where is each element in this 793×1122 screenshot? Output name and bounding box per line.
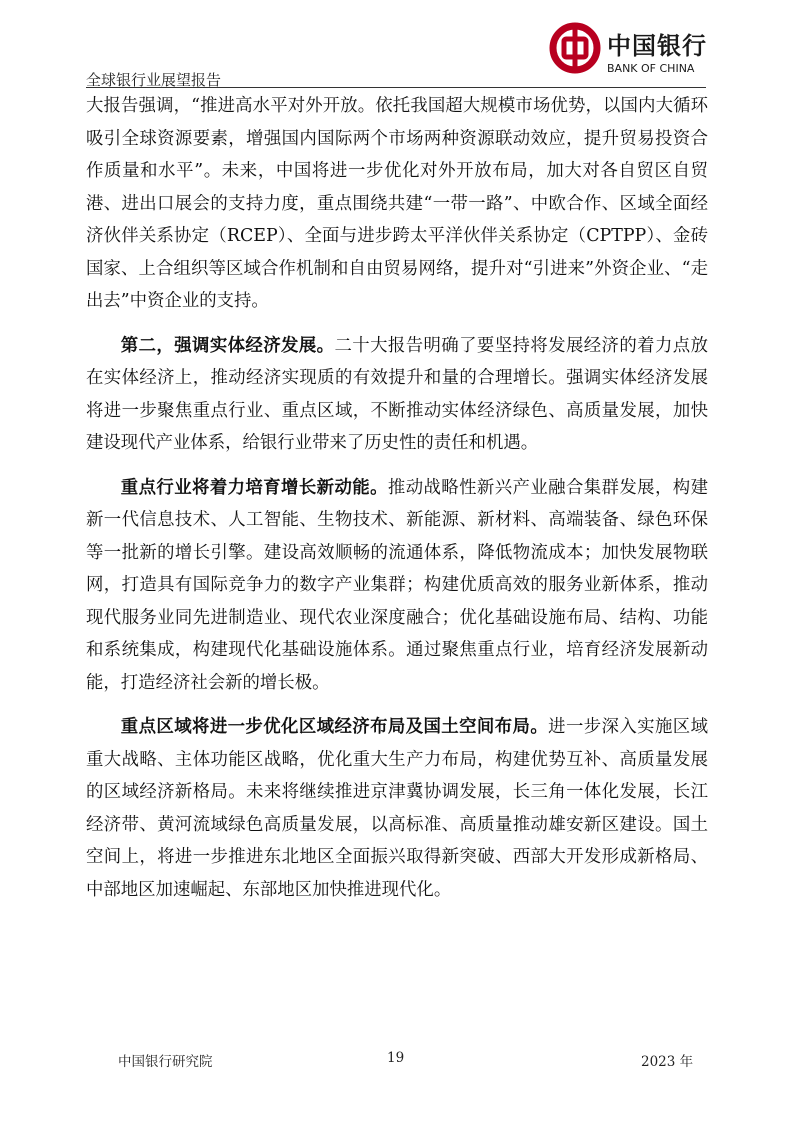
paragraph-opening — [86, 90, 708, 318]
logo-english-name: BANK OF CHINA — [607, 62, 695, 75]
page-number: 19 — [387, 1050, 405, 1066]
paragraph-lead: 第二，强调实体经济发展。 — [120, 335, 335, 356]
report-title: 全球银行业展望报告 — [86, 71, 222, 89]
paragraph-real-economy — [86, 330, 708, 460]
bank-of-china-logo-icon — [549, 22, 601, 74]
header-divider — [86, 87, 706, 88]
paragraph-text: 二十大报告明确了要坚持将发展经济的着力点放在实体经济上，推动经济实现质的有效提升和量的合理增长。强调实体经济发展将进一步聚焦重点行业、重点区域，不断推动实体经济绿色、高质量发展，加快建设现代产业体系，给银行业带来了历史性的责任和机遇。 — [86, 335, 708, 453]
paragraph-key-industries — [86, 472, 708, 700]
footer-year: 2023 年 — [641, 1054, 694, 1070]
paragraph-text: 大报告强调，“推进高水平对外开放。依托我国超大规模市场优势，以国内大循环吸引全球资源要素，增强国内国际两个市场两种资源联动效应，提升贸易投资合作质量和水平”。未来，中国将进一步优化对外开放布局，加大对各自贸区自贸港、进出口展会的支持力度，重点围绕共建“一带一路”、中欧合作、区域全面经济伙伴关系协定（RCEP）、全面与进步跨太平洋伙伴关系协定（CPTPP）、金砖国家、上合组织等区域合作机制和自由贸易网络，提升对“引进来”外资企业、“走出去”中资企业的支持。 — [86, 96, 708, 311]
paragraph-key-regions — [86, 711, 708, 906]
footer-institution: 中国银行研究院 — [118, 1054, 213, 1070]
paragraph-lead: 重点行业将着力培育增长新动能。 — [120, 477, 388, 498]
paragraph-text: 推动战略性新兴产业融合集群发展，构建新一代信息技术、人工智能、生物技术、新能源、新材料、高端装备、绿色环保等一批新的增长引擎。建设高效顺畅的流通体系，降低物流成本；加快发展物联网，打造具有国际竞争力的数字产业集群；构建优质高效的服务业新体系，推动现代服务业同先进制造业、现代农业深度融合；优化基础设施布局、结构、功能和系统集成，构建现代化基础设施体系。通过聚焦重点行业，培育经济发展新动能，打造经济社会新的增长极。 — [86, 477, 708, 693]
bank-logo — [549, 22, 719, 82]
report-body — [86, 90, 708, 918]
paragraph-lead: 重点区域将进一步优化区域经济布局及国土空间布局。 — [120, 717, 549, 737]
paragraph-text: 进一步深入实施区域重大战略、主体功能区战略，优化重大生产力布局，构建优势互补、高质量发展的区域经济新格局。未来将继续推进京津冀协调发展，长三角一体化发展，长江经济带、黄河流域绿色高质量发展，以高标准、高质量推动雄安新区建设。国土空间上，将进一步推进东北地区全面振兴取得新突破、西部大开发形成新格局、中部地区加速崛起、东部地区加快推进现代化。 — [86, 717, 708, 900]
logo-chinese-name: 中国银行 — [607, 31, 707, 60]
